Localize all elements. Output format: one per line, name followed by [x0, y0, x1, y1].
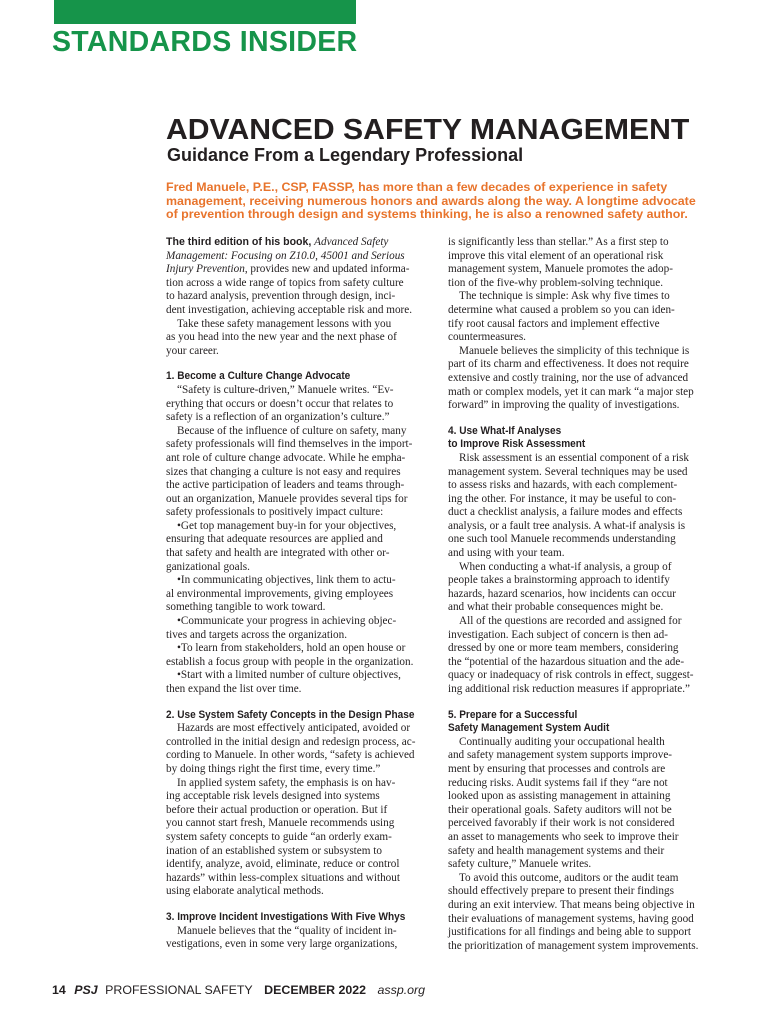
body-line: out an organization, Manuele provides several tips for — [166, 492, 408, 505]
paragraph — [166, 642, 438, 669]
body-line: vestigations, even in some very large organizations, — [166, 938, 398, 951]
paragraph — [448, 290, 714, 344]
body-line: that safety and health are integrated with other or- — [166, 547, 390, 560]
body-line: to hazard analysis, prevention through design, inci- — [166, 290, 396, 303]
body-line: tion of the five-why problem-solving technique. — [448, 276, 663, 289]
section-heading — [166, 911, 438, 925]
intro-lead: The third edition of his book, — [166, 236, 312, 248]
body-line: justifications for all findings and being able to support — [448, 926, 691, 939]
body-line: When conducting a what-if analysis, a group of — [459, 560, 672, 573]
body-line: sizes that changing a culture is not easy and requires — [166, 465, 401, 478]
body-line: safety culture,” Manuele writes. — [448, 858, 592, 871]
deck-line: Fred Manuele, P.E., CSP, FASSP, has more than a few decades of experience in safety — [166, 180, 668, 194]
body-line: safety professionals will find themselves in the import- — [166, 438, 413, 451]
body-line: •Communicate your progress in achieving objec- — [177, 615, 397, 628]
body-line: extensive and costly training, nor the use of advanced — [448, 371, 689, 384]
section-gap — [166, 358, 438, 370]
body-line: one such tool Manuele recommends understanding — [448, 533, 676, 546]
body-line: All of the questions are recorded and assigned for — [459, 615, 682, 628]
body-line: ganizational goals. — [166, 560, 250, 573]
paragraph — [166, 574, 438, 615]
right-column — [448, 236, 714, 953]
body-line: ment by ensuring that processes and controls are — [448, 762, 666, 775]
body-line: their evaluations of management systems, having good — [448, 912, 694, 925]
deck-line: management, receiving numerous honors and awards along the way. A longtime advocate — [166, 193, 696, 208]
body-line: you cannot start fresh, Manuele recommends using — [166, 817, 395, 830]
paragraph — [166, 722, 438, 776]
body-line: ination of an established system or subsystem to — [166, 844, 382, 857]
body-line: analysis, or a fault tree analysis. A what-if analysis is — [448, 519, 686, 532]
body-line: part of its charm and effectiveness. It does not require — [448, 358, 689, 371]
body-line: controlled in the initial design and redesign process, ac- — [166, 735, 416, 748]
body-line: In applied system safety, the emphasis is on hav- — [177, 776, 396, 789]
deck-line: of prevention through design and systems thinking, he is also a renowned safety author. — [166, 207, 688, 222]
body-line: Manuele believes the simplicity of this technique is — [459, 344, 690, 357]
paragraph — [166, 777, 438, 899]
body-line: then expand the list over time. — [166, 683, 302, 695]
body-line: identify, analyze, avoid, eliminate, reduce or control — [166, 858, 400, 871]
body-line: as you head into the new year and the next phase of — [166, 331, 397, 344]
body-line: •In communicating objectives, link them to actu- — [177, 574, 396, 587]
book-title-part: Advanced Safety — [314, 236, 389, 248]
body-line: Risk assessment is an essential component of a risk — [459, 451, 689, 464]
paragraph — [166, 925, 438, 952]
article-deck — [166, 177, 706, 222]
body-line — [166, 236, 438, 250]
section-label: STANDARDS INSIDER — [52, 26, 358, 58]
body-line: math or complex models, yet it can mark “a major step — [448, 385, 694, 398]
body-line: by doing things right the first time, every time.” — [166, 762, 381, 775]
section-heading-line: 3. Improve Incident Investigations With Five Whys — [166, 910, 406, 923]
section-heading-line: 1. Become a Culture Change Advocate — [166, 370, 351, 383]
body-line: an asset to managements who seek to improve their — [448, 830, 679, 843]
body-line: using elaborate analytical methods. — [166, 885, 324, 898]
section-heading-line: to Improve Risk Assessment — [448, 438, 586, 451]
paragraph — [448, 872, 714, 954]
body-line: the active participation of leaders and teams through- — [166, 479, 405, 492]
page-number: 14 — [52, 983, 66, 997]
body-line: •Get top management buy-in for your objectives, — [177, 519, 397, 532]
paragraph — [166, 425, 438, 520]
body-line: looked upon as assisting management in attaining — [448, 790, 671, 803]
body-line: should effectively prepare to present their findings — [448, 885, 674, 898]
book-title-part: Injury Prevention — [166, 263, 245, 276]
body-line: Continually auditing your occupational health — [459, 735, 665, 748]
paragraph — [448, 345, 714, 413]
body-line — [166, 263, 438, 277]
body-line: and safety management system supports improve- — [448, 749, 673, 762]
body-line: safety and health management systems and their — [448, 844, 665, 857]
body-line: the prioritization of management system improvements. — [448, 939, 699, 952]
intro-text: , provides new and updated informa- — [244, 263, 410, 276]
body-line: Take these safety management lessons with you — [177, 317, 392, 330]
article-subtitle: Guidance From a Legendary Professional — [167, 145, 524, 165]
website: assp.org — [377, 983, 426, 997]
body-line: investigation. Each subject of concern is then ad- — [448, 628, 668, 641]
section-heading-line: 5. Prepare for a Successful — [448, 708, 578, 721]
section-heading-line: Safety Management System Audit — [448, 722, 610, 735]
article-title: ADVANCED SAFETY MANAGEMENT — [166, 114, 690, 146]
body-line: management system. Several techniques may be used — [448, 465, 688, 478]
body-line: al environmental improvements, giving employees — [166, 587, 394, 600]
body-line: tify root causal factors and implement effective — [448, 317, 660, 330]
body-line: Hazards are most effectively anticipated, avoided or — [177, 722, 411, 735]
body-line: hazards, hazard scenarios, how incidents can occur — [448, 587, 676, 600]
paragraph — [166, 384, 438, 425]
body-line: ing the other. For instance, it may be useful to con- — [448, 492, 677, 505]
body-line: ing additional risk reduction measures if appropriate.” — [448, 683, 691, 695]
paragraph — [448, 561, 714, 615]
body-line: •Start with a limited number of culture objectives, — [177, 669, 401, 682]
body-line: your career. — [166, 344, 219, 357]
body-line: management system, Manuele promotes the adop- — [448, 263, 673, 276]
body-line: countermeasures. — [448, 331, 526, 344]
body-line: to assess risks and hazards, with each complement- — [448, 479, 678, 492]
body-line: system safety concepts to guide “an orderly exam- — [166, 830, 392, 843]
body-line: determine what caused a problem so you can iden- — [448, 303, 675, 316]
paragraph — [166, 669, 438, 696]
section-gap — [448, 697, 714, 709]
page-footer — [52, 983, 425, 997]
top-accent-bar — [54, 0, 356, 24]
section-heading — [166, 709, 438, 723]
body-line: ing acceptable risk levels designed into systems — [166, 790, 380, 803]
body-line: forward” in improving the quality of investigations. — [448, 399, 680, 412]
left-flow — [166, 318, 438, 952]
left-column — [166, 236, 438, 952]
body-line: during an exit interview. That means being objective in — [448, 898, 695, 911]
book-title-part: Management: Focusing on Z10.0, 45001 and Serious — [166, 249, 405, 262]
body-line: establish a focus group with people in the organization. — [166, 655, 414, 668]
body-line: something tangible to work toward. — [166, 601, 326, 614]
body-line: duct a checklist analysis, a failure modes and effects — [448, 506, 683, 519]
paragraph — [166, 520, 438, 574]
body-line: To avoid this outcome, auditors or the audit team — [459, 871, 679, 884]
body-line: hazards” within less-complex situations and without — [166, 871, 400, 884]
section-heading-line: 4. Use What-If Analyses — [448, 424, 562, 437]
paragraph — [448, 236, 714, 290]
issue-date: DECEMBER 2022 — [264, 983, 367, 997]
body-line: ant role of culture change advocate. While he empha- — [166, 451, 406, 464]
paragraph — [448, 452, 714, 561]
paragraph — [166, 318, 438, 359]
paragraph — [166, 615, 438, 642]
body-line: people takes a brainstorming approach to identify — [448, 574, 670, 587]
body-line: “Safety is culture-driven,” Manuele writes. “Ev- — [177, 383, 394, 396]
section-gap — [448, 413, 714, 425]
body-line: safety professionals to positively impact culture: — [166, 506, 384, 519]
section-heading — [166, 370, 438, 384]
body-line: Manuele believes that the “quality of incident in- — [177, 924, 397, 937]
section-gap — [166, 899, 438, 911]
intro-paragraph — [166, 236, 438, 318]
paragraph — [448, 736, 714, 872]
right-flow — [448, 236, 714, 953]
magazine-name: PROFESSIONAL SAFETY — [105, 983, 253, 997]
section-heading — [448, 425, 714, 452]
body-line: cording to Manuele. In other words, “safety is achieved — [166, 749, 415, 762]
body-line: dent investigation, achieving acceptable risk and more. — [166, 303, 413, 316]
body-line: is significantly less than stellar.” As a first step to — [448, 236, 669, 248]
body-line: and what their probable consequences might be. — [448, 601, 664, 614]
section-heading-line: 2. Use System Safety Concepts in the Design Phase — [166, 708, 415, 721]
body-line: before their actual production or operation. But if — [166, 803, 388, 816]
body-line: erything that occurs or doesn’t occur that relates to — [166, 397, 394, 410]
body-line: tion across a wide range of topics from safety culture — [166, 276, 404, 289]
section-heading — [448, 709, 714, 736]
body-line: and using with your team. — [448, 547, 565, 560]
body-line: reducing risks. Audit systems fail if they “are not — [448, 776, 668, 789]
body-line: improve this vital element of an operational risk — [448, 249, 664, 262]
body-line: ensuring that adequate resources are applied and — [166, 533, 383, 546]
body-line: perceived favorably if their work is not considered — [448, 817, 675, 830]
paragraph — [448, 615, 714, 697]
body-line: dressed by one or more team members, considering — [448, 642, 679, 655]
magazine-brand: PSJ — [74, 983, 98, 997]
section-gap — [166, 697, 438, 709]
body-line: safety is a reflection of an organization’s culture.” — [166, 411, 390, 424]
body-line: Because of the influence of culture on safety, many — [177, 424, 407, 437]
body-line: The technique is simple: Ask why five times to — [459, 290, 670, 303]
body-line: the “potential of the hazardous situation and the ade- — [448, 655, 685, 668]
body-line: their operational goals. Safety auditors will not be — [448, 803, 672, 816]
body-line: •To learn from stakeholders, hold an open house or — [177, 642, 406, 655]
body-line: quacy or inadequacy of risk controls in effect, suggest- — [448, 669, 694, 682]
body-line: tives and targets across the organization. — [166, 628, 348, 641]
